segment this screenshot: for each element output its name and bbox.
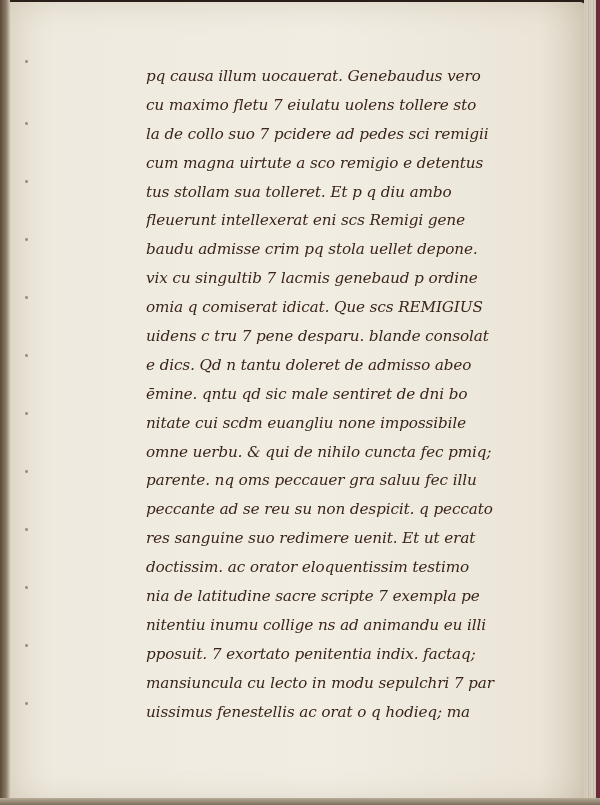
pricking-mark bbox=[25, 180, 28, 183]
manuscript-line: res sanguine suo redimere uenit. Et ut erat bbox=[146, 529, 476, 548]
page-stack-edge bbox=[584, 0, 600, 805]
binding-spine bbox=[0, 0, 10, 805]
manuscript-line: uidens c tru 7 pene desparu. blande consolat bbox=[146, 327, 489, 346]
pricking-mark bbox=[25, 702, 28, 705]
pricking-mark bbox=[25, 644, 28, 647]
manuscript-line: nitentiu inumu collige ns ad animandu eu illi bbox=[146, 615, 487, 634]
pricking-mark bbox=[25, 586, 28, 589]
manuscript-line: peccante ad se reu su non despicit. q peccato bbox=[146, 500, 493, 519]
pricking-mark bbox=[25, 528, 28, 531]
manuscript-line: fleuerunt intellexerat eni scs Remigi gene bbox=[146, 211, 465, 230]
manuscript-line: doctissim. ac orator eloquentissim testimo bbox=[146, 558, 470, 577]
manuscript-line: pposuit. 7 exortato penitentia indix. factaq; bbox=[146, 644, 476, 663]
bottom-page-edge bbox=[0, 798, 600, 805]
pricking-mark bbox=[25, 412, 28, 415]
pricking-mark bbox=[25, 296, 28, 299]
manuscript-line: nitate cui scdm euangliu none impossibile bbox=[146, 413, 467, 432]
manuscript-line: omne uerbu. & qui de nihilo cuncta fec pmiq; bbox=[146, 442, 492, 461]
manuscript-line: tus stollam sua tolleret. Et p q diu ambo bbox=[146, 182, 452, 201]
cover-edge bbox=[596, 0, 600, 805]
manuscript-line: omia q comiserat idicat. Que scs REMIGIUS bbox=[146, 298, 483, 317]
manuscript-line: uissimus fenestellis ac orat o q hodieq; ma bbox=[146, 702, 470, 721]
manuscript-line: vix cu singultib 7 lacmis genebaud p ordine bbox=[146, 269, 478, 288]
manuscript-line: cu maximo fletu 7 eiulatu uolens tollere sto bbox=[146, 95, 477, 114]
manuscript-line: ēmine. qntu qd sic male sentiret de dni bo bbox=[146, 384, 468, 403]
text-column bbox=[146, 62, 561, 726]
manuscript-line: nia de latitudine sacre scripte 7 exempla pe bbox=[146, 587, 480, 606]
manuscript-line: e dics. Qd n tantu doleret de admisso abeo bbox=[146, 355, 472, 374]
pricking-mark bbox=[25, 60, 28, 63]
manuscript-line: baudu admisse crim pq stola uellet depone. bbox=[146, 240, 478, 259]
pricking-mark bbox=[25, 238, 28, 241]
manuscript-line: pq causa illum uocauerat. Genebaudus vero bbox=[146, 67, 481, 85]
manuscript-line: cum magna uirtute a sco remigio e detentus bbox=[146, 153, 484, 172]
pricking-mark bbox=[25, 354, 28, 357]
manuscript-line: parente. nq oms peccauer gra saluu fec illu bbox=[146, 471, 477, 490]
manuscript-line: la de collo suo 7 pcidere ad pedes sci remigii bbox=[146, 124, 489, 143]
pricking-mark bbox=[25, 470, 28, 473]
parchment-page bbox=[8, 2, 586, 802]
pricking-mark bbox=[25, 122, 28, 125]
manuscript-line: mansiuncula cu lecto in modu sepulchri 7 par bbox=[146, 673, 494, 692]
